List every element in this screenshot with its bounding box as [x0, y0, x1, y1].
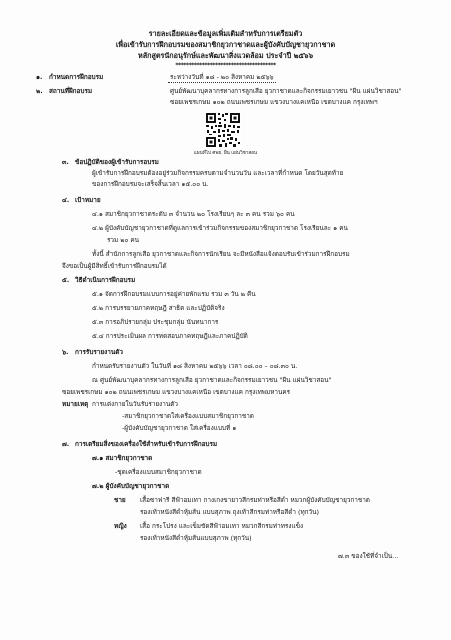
s6-text3: ซอยเพชรเกษม ๑๐๒ ถนนเพชรเกษม แขวงบางแคเหนือ เขตบางแค กรุงเทพมหานคร — [62, 388, 291, 396]
s6-remark-1: -สมาชิกยุวกาชาดใส่เครื่องแบบสมาชิกยุวกาชาด — [122, 412, 254, 420]
s6-text1: กำหนดรับรายงานตัว ในวันที่ ๑๘ สิงหาคม ๒๕๖๖ เวลา ๐๘.๐๐ – ๐๘.๓๐ น. — [92, 362, 298, 370]
s5-item3: ๕.๓ การอภิปรายกลุ่ม ประชุมกลุ่ม นันทนาการ — [92, 318, 219, 326]
s2-num: ๒. — [36, 87, 43, 95]
s7-male-label: ชาย — [114, 496, 126, 504]
s1-num: ๑. — [36, 73, 43, 81]
s4-item2b: รวม ๒๐ คน — [107, 236, 140, 244]
s7-female-text1: เสื้อ กระโปรง และเข็มขัดสีฟ้าอมเทา หมวกสีกรมท่าทรงแข็ง — [140, 522, 304, 530]
s5-label: วิธีดำเนินการฝึกอบรม — [75, 276, 136, 284]
underline-rule — [168, 82, 276, 84]
s7-label: การเตรียมสิ่งของเครื่องใช้สำหรับเข้ารับการฝึกอบรม — [75, 440, 218, 448]
s6-label: การรับรายงานตัว — [75, 348, 123, 356]
s5-item4: ๕.๔ การประเมินผล การทดสอบภาคทฤษฎีและภาคปฏิบัติ — [92, 332, 248, 340]
qr-caption: แผนที่ไป ศพย. ผืน แผ่นวิชาสอน — [193, 151, 258, 156]
s7-sub2: ๗.๒ ผู้บังคับบัญชายุวกาชาด — [92, 482, 170, 490]
s4-num: ๔. — [62, 196, 70, 204]
page-continuation: ๗.๓ ของใช้ที่จำเป็น... — [338, 552, 399, 560]
s2-value1: ศูนย์พัฒนาบุคลากรทางการลูกเสือ ยุวกาชาดและกิจกรรมเยาวชน "ผืน แผ่นวิชาสอน" — [170, 87, 402, 95]
s6-remark-label: หมายเหตุ — [62, 400, 89, 408]
s7-male-text1: เสื้อซาฟารี สีฟ้าอมเทา กางเกงขายาวสีกรมท่าหรือสีดำ หมวกผู้บังคับบัญชายุวกาชาด — [140, 496, 370, 504]
s3-label: ข้อปฏิบัติของผู้เข้ารับการอบรม — [75, 158, 159, 166]
s5-item1: ๕.๑ จัดการฝึกอบรมแบบการอยู่ค่ายพักแรม รวม ๓ วัน ๒ คืน — [92, 290, 256, 298]
s1-value: ระหว่างวันที่ ๑๘ - ๒๐ สิงหาคม ๒๕๖๖ — [170, 73, 274, 81]
s2-label: สถานที่ฝึกอบรม — [49, 87, 93, 95]
s4-item1: ๔.๑ สมาชิกยุวกาชาดระดับ ๓ จำนวน ๒๐ โรงเรียนๆ ละ ๓ คน รวม ๖๐ คน — [92, 210, 295, 218]
s2-value2: ซอยเพชรเกษม ๑๐๒ ถนนเพชรเกษม แขวงบางแคเหนือ เขตบางแค กรุงเทพฯ — [170, 98, 378, 106]
s3-text2: ของการฝึกอบรมจะเสร็จสิ้นเวลา ๑๕.๐๐ น. — [92, 180, 209, 188]
s7-sub1-text: -ชุดเครื่องแบบสมาชิกยุวกาชาด — [115, 468, 202, 476]
s1-label: กำหนดการฝึกอบรม — [49, 73, 104, 81]
s7-sub1: ๗.๑ สมาชิกยุวกาชาด — [92, 454, 153, 462]
s7-num: ๗. — [62, 440, 70, 448]
title-separator: ************************************** — [175, 62, 276, 69]
s6-num: ๖. — [62, 348, 69, 356]
s6-remark: การแต่งกายในวันรับรายงานตัว — [92, 400, 178, 408]
doc-title-line1: รายละเอียดและข้อมูลเพิ่มเติมสำหรับการเตรียมตัว — [148, 29, 303, 38]
s7-male-text2: รองเท้าหนังสีดำหุ้มส้น แบบสุภาพ ถุงเท้าสีกรมท่าหรือสีดำ (ทุกวัน) — [140, 508, 319, 516]
s5-item2: ๕.๒ การบรรยายภาคทฤษฎี สาธิต และปฏิบัติจริง — [92, 304, 225, 312]
s7-female-label: หญิง — [114, 522, 127, 530]
s3-num: ๓. — [62, 158, 69, 166]
s3-text1: ผู้เข้ารับการฝึกอบรมต้องอยู่ร่วมกิจกรรมครบตามจำนวนวัน และเวลาที่กำหนด โดยวันสุดท้าย — [92, 169, 344, 177]
s6-remark-2: -ผู้บังคับบัญชายุวกาชาด ใส่เครื่องแบบที่ ๑ — [122, 424, 237, 432]
s4-note1: ทั้งนี้ สำนักการลูกเสือ ยุวกาชาดและกิจการนักเรียน จะมีหนังสือแจ้งตอบรับเข้าร่วมการฝึกอบรม — [92, 250, 350, 258]
qr-code-icon[interactable] — [205, 112, 241, 148]
s4-note2: จึงขอเป็นผู้มีสิทธิ์เข้ารับการฝึกอบรมได้ — [62, 262, 167, 270]
doc-title-line2: เพื่อเข้ารับการฝึกอบรมของสมาชิกยุวกาชาดและผู้บังคับบัญชายุวกาชาด — [115, 40, 336, 49]
s4-label: เป้าหมาย — [75, 196, 101, 204]
s6-text2: ณ ศูนย์พัฒนาบุคลากรทางการลูกเสือ ยุวกาชาดและกิจกรรมเยาวชน "ผืน แผ่นวิชาสอน" — [92, 376, 332, 384]
s5-num: ๕. — [62, 276, 70, 284]
doc-title-line3: หลักสูตรนักอนุรักษ์และพัฒนาสิ่งแวดล้อม ประจำปี ๒๕๖๖ — [137, 51, 314, 60]
s4-item2a: ๔.๒ ผู้บังคับบัญชายุวกาชาดที่ดูแลการเข้าร่วมกิจกรรมของสมาชิกยุวกาชาด โรงเรียนละ ๑ คน — [92, 224, 348, 232]
s7-female-text2: รองเท้าหนังสีดำหุ้มส้นแบบสุภาพ (ทุกวัน) — [140, 534, 252, 542]
